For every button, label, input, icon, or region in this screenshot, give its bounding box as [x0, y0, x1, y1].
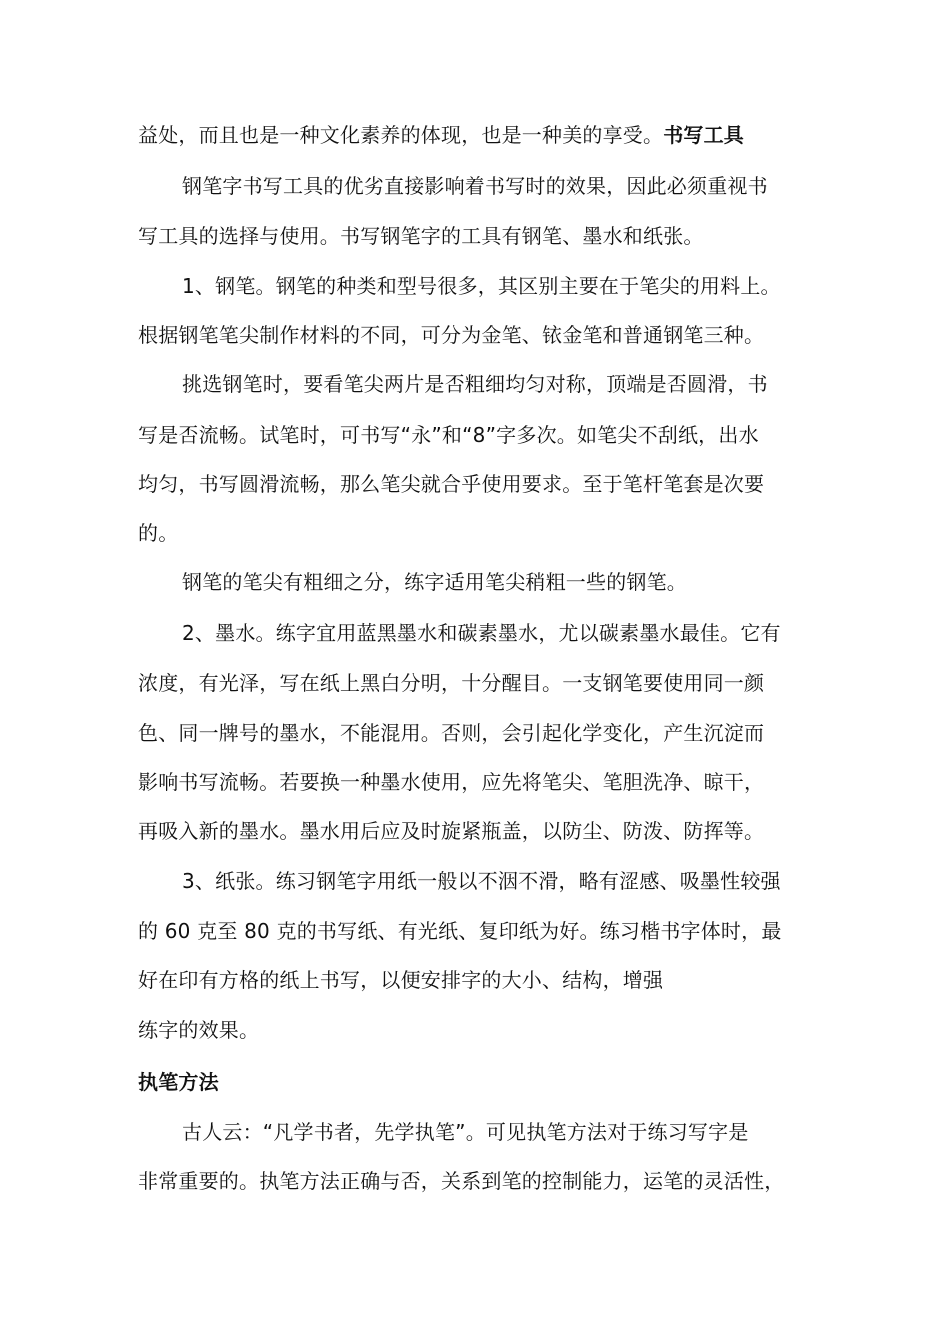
line-text: 益处，而且也是一种文化素养的体现，也是一种美的享受。: [138, 123, 664, 147]
paragraph-line: 2、墨水。练字宜用蓝黑墨水和碳素墨水，尤以碳素墨水最佳。它有: [182, 621, 781, 645]
paragraph-line: 色、同一牌号的墨水，不能混用。否则，会引起化学变化，产生沉淀而: [138, 721, 765, 745]
section-heading-pen-holding: 执笔方法: [138, 1070, 219, 1094]
section-heading-writing-tools: 书写工具: [663, 123, 745, 147]
paragraph-line: [138, 121, 744, 149]
paragraph-line: 1、钢笔。钢笔的种类和型号很多，其区别主要在于笔尖的用料上。: [182, 274, 781, 298]
paragraph-line: 的 60 克至 80 克的书写纸、有光纸、复印纸为好。练习楷书字体时，最: [138, 919, 782, 943]
paragraph-line: 钢笔字书写工具的优劣直接影响着书写时的效果，因此必须重视书: [182, 174, 768, 198]
paragraph-line: 3、纸张。练习钢笔字用纸一般以不洇不滑，略有涩感、吸墨性较强: [182, 869, 781, 893]
paragraph-line: 的。: [138, 521, 179, 545]
paragraph-line: 练字的效果。: [138, 1018, 260, 1042]
paragraph-line: 浓度，有光泽，写在纸上黑白分明，十分醒目。一支钢笔要使用同一颜: [138, 671, 765, 695]
paragraph-line: 非常重要的。执笔方法正确与否，关系到笔的控制能力，运笔的灵活性，: [138, 1169, 785, 1193]
paragraph-line: 好在印有方格的纸上书写，以便安排字的大小、结构，增强: [138, 968, 664, 992]
paragraph-line: 根据钢笔笔尖制作材料的不同，可分为金笔、铱金笔和普通钢笔三种。: [138, 323, 765, 347]
paragraph-line: 钢笔的笔尖有粗细之分，练字适用笔尖稍粗一些的钢笔。: [182, 570, 687, 594]
paragraph-line: 古人云：“凡学书者，先学执笔”。可见执笔方法对于练习写字是: [182, 1120, 749, 1144]
paragraph-line: 影响书写流畅。若要换一种墨水使用，应先将笔尖、笔胆洗净、晾干，: [138, 770, 765, 794]
paragraph-line: 再吸入新的墨水。墨水用后应及时旋紧瓶盖，以防尘、防泼、防挥等。: [138, 819, 765, 843]
paragraph-line: 挑选钢笔时，要看笔尖两片是否粗细均匀对称，顶端是否圆滑，书: [182, 372, 768, 396]
paragraph-line: 写是否流畅。试笔时，可书写“永”和“8”字多次。如笔尖不刮纸，出水: [138, 423, 759, 447]
paragraph-line: 写工具的选择与使用。书写钢笔字的工具有钢笔、墨水和纸张。: [138, 224, 704, 248]
paragraph-line: 均匀，书写圆滑流畅，那么笔尖就合乎使用要求。至于笔杆笔套是次要: [138, 472, 765, 496]
